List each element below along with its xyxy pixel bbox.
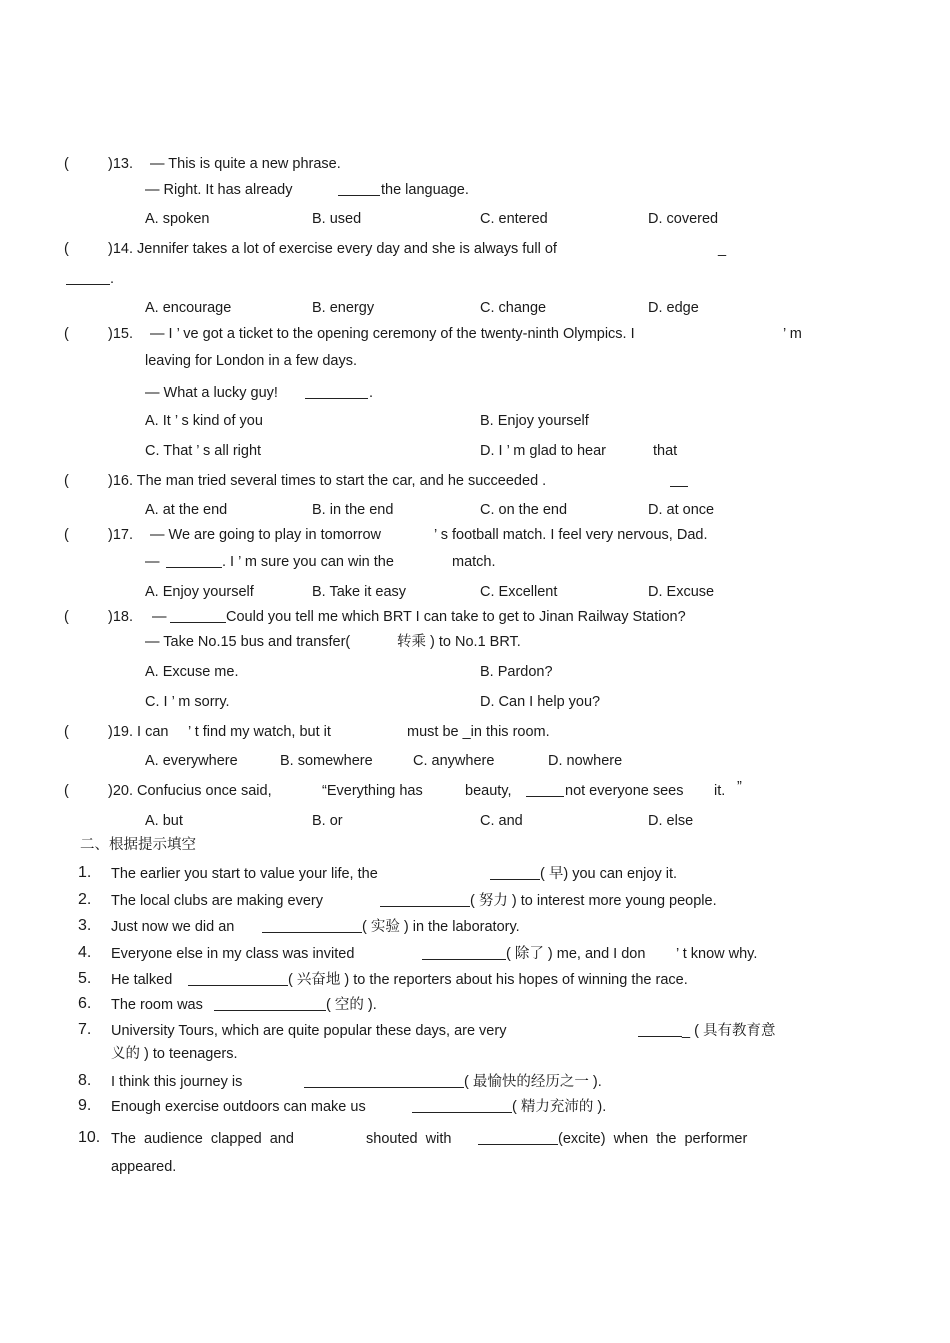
answer-blank[interactable]: [490, 865, 540, 880]
item-text: ( 实验 ) in the laboratory.: [362, 919, 520, 935]
option-c: C. That ’ s all right: [145, 443, 262, 459]
question-line: — Right. It has already: [145, 182, 293, 198]
item-number: 9.: [78, 1097, 92, 1114]
answer-blank[interactable]: [478, 1130, 558, 1145]
question-line: . I ’ m sure you can win the: [222, 554, 394, 570]
item-number: 2.: [78, 891, 92, 908]
option-d: D. at once: [648, 502, 715, 518]
item-text: I think this journey is: [111, 1074, 243, 1090]
question-stem: beauty,: [465, 783, 512, 799]
question-stem: must be _in this room.: [407, 724, 550, 740]
stem-tail: _: [718, 241, 727, 257]
item-text: ( 兴奋地 ) to the reporters about his hopes of winning the race.: [288, 972, 688, 988]
question-stem: ”: [737, 779, 742, 795]
question-line: —: [145, 554, 160, 570]
question-line: Could you tell me which BRT I can take to get to Jinan Railway Station?: [226, 609, 686, 625]
option-d: D. Excuse: [648, 584, 715, 600]
item-text: The earlier you start to value your life, the: [111, 866, 378, 882]
answer-blank[interactable]: [380, 892, 470, 907]
option-a: A. Enjoy yourself: [145, 584, 254, 600]
question-line: 转乘 ) to No.1 BRT.: [397, 634, 521, 650]
question-stem: not everyone sees: [565, 783, 684, 799]
option-b: B. Enjoy yourself: [480, 413, 589, 429]
question-line: leaving for London in a few days.: [145, 353, 357, 369]
option-d: D. I ’ m glad to hear: [480, 443, 606, 459]
question-number: )17.: [108, 527, 133, 543]
item-text: ( 早) you can enjoy it.: [540, 866, 677, 882]
option-d-tail: that: [653, 443, 678, 459]
item-text: ( 最愉快的经历之一 ).: [464, 1074, 602, 1090]
option-b: B. in the end: [312, 502, 394, 518]
question-stem: )16. The man tried several times to start the car, and he succeeded .: [108, 473, 547, 489]
option-c: C. Excellent: [480, 584, 558, 600]
option-c: C. and: [480, 813, 523, 829]
answer-paren: (: [64, 241, 69, 257]
option-c: C. I ’ m sorry.: [145, 694, 230, 710]
item-text: Everyone else in my class was invited: [111, 946, 355, 962]
item-text: The room was: [111, 997, 203, 1013]
answer-blank[interactable]: [338, 181, 380, 196]
option-b: B. energy: [312, 300, 375, 316]
question-stem: )14. Jennifer takes a lot of exercise every day and she is always full of: [108, 241, 557, 257]
item-number: 8.: [78, 1072, 92, 1089]
item-number: 4.: [78, 944, 92, 961]
question-number: )13.: [108, 156, 133, 172]
option-b: B. Pardon?: [480, 664, 553, 680]
option-d: D. covered: [648, 211, 719, 227]
item-text: He talked: [111, 972, 173, 988]
answer-paren: (: [64, 609, 69, 625]
item-text: 义的 ) to teenagers.: [111, 1046, 238, 1062]
option-b: B. used: [312, 211, 362, 227]
question-stem: )20. Confucius once said,: [108, 783, 272, 799]
item-text: Just now we did an: [111, 919, 235, 935]
item-text: The local clubs are making every: [111, 893, 323, 909]
item-text: ( 努力 ) to interest more young people.: [470, 893, 717, 909]
item-text: University Tours, which are quite popular these days, are very: [111, 1023, 507, 1039]
item-text: ’ t know why.: [676, 946, 758, 962]
item-text: ( 空的 ).: [326, 997, 377, 1013]
item-text: Enough exercise outdoors can make us: [111, 1099, 366, 1115]
item-text: ( 精力充沛的 ).: [512, 1099, 607, 1115]
answer-paren: (: [64, 527, 69, 543]
item-text: appeared.: [111, 1159, 177, 1175]
answer-blank[interactable]: [422, 945, 506, 960]
item-text: ( 除了 ) me, and I don: [506, 946, 646, 962]
question-stem: it.: [714, 783, 726, 799]
item-text: (excite) when the performer: [558, 1131, 748, 1147]
stem-end: .: [110, 271, 115, 287]
answer-blank[interactable]: [638, 1022, 682, 1037]
option-d: D. nowhere: [548, 753, 623, 769]
question-line: the language.: [381, 182, 469, 198]
item-text: _ ( 具有教育意: [682, 1023, 776, 1039]
answer-paren: (: [64, 783, 69, 799]
option-c: C. entered: [480, 211, 548, 227]
option-d: D. edge: [648, 300, 699, 316]
answer-paren: (: [64, 156, 69, 172]
question-line: ’ s football match. I feel very nervous, Dad.: [434, 527, 708, 543]
option-d: D. else: [648, 813, 694, 829]
item-text: shouted with: [366, 1131, 452, 1147]
option-a: A. Excuse me.: [145, 664, 239, 680]
item-number: 3.: [78, 917, 92, 934]
answer-blank[interactable]: [262, 918, 362, 933]
item-number: 7.: [78, 1021, 92, 1038]
option-a: A. everywhere: [145, 753, 238, 769]
question-line: — This is quite a new phrase.: [150, 156, 341, 172]
answer-blank[interactable]: [166, 553, 222, 568]
item-number: 5.: [78, 970, 92, 987]
item-number: 6.: [78, 995, 92, 1012]
option-b: B. or: [312, 813, 343, 829]
question-line: — What a lucky guy!: [145, 385, 278, 401]
question-stem: “Everything has: [322, 783, 423, 799]
option-a: A. at the end: [145, 502, 228, 518]
option-c: C. on the end: [480, 502, 568, 518]
answer-blank[interactable]: [412, 1098, 512, 1113]
option-a: A. but: [145, 813, 183, 829]
option-a: A. spoken: [145, 211, 210, 227]
option-b: B. somewhere: [280, 753, 373, 769]
question-line: —: [152, 609, 167, 625]
answer-blank[interactable]: [214, 996, 326, 1011]
question-stem: ’ t find my watch, but it: [188, 724, 331, 740]
question-number: )15.: [108, 326, 133, 342]
question-line-tail: ’ m: [783, 326, 802, 342]
answer-blank[interactable]: [170, 608, 226, 623]
answer-blank[interactable]: [526, 782, 564, 797]
item-text: The audience clapped and: [111, 1131, 294, 1147]
item-number: 1.: [78, 864, 92, 881]
option-c: C. anywhere: [413, 753, 495, 769]
answer-paren: (: [64, 326, 69, 342]
question-line: .: [369, 385, 374, 401]
answer-blank[interactable]: [304, 1073, 464, 1088]
question-line: — I ’ ve got a ticket to the opening ceremony of the twenty-ninth Olympics. I: [150, 326, 635, 342]
option-d: D. Can I help you?: [480, 694, 601, 710]
answer-blank[interactable]: [670, 472, 688, 487]
option-a: A. It ’ s kind of you: [145, 413, 263, 429]
option-a: A. encourage: [145, 300, 232, 316]
answer-paren: (: [64, 724, 69, 740]
answer-blank[interactable]: [66, 270, 110, 285]
question-stem: )19. I can: [108, 724, 169, 740]
answer-blank[interactable]: [188, 971, 288, 986]
answer-blank[interactable]: [305, 384, 368, 399]
question-line: — Take No.15 bus and transfer(: [145, 634, 351, 650]
option-c: C. change: [480, 300, 547, 316]
section-heading: 二、根据提示填空: [80, 837, 196, 853]
item-number: 10.: [78, 1129, 101, 1146]
question-line: — We are going to play in tomorrow: [150, 527, 382, 543]
question-line: match.: [452, 554, 496, 570]
option-b: B. Take it easy: [312, 584, 407, 600]
question-number: )18.: [108, 609, 133, 625]
answer-paren: (: [64, 473, 69, 489]
